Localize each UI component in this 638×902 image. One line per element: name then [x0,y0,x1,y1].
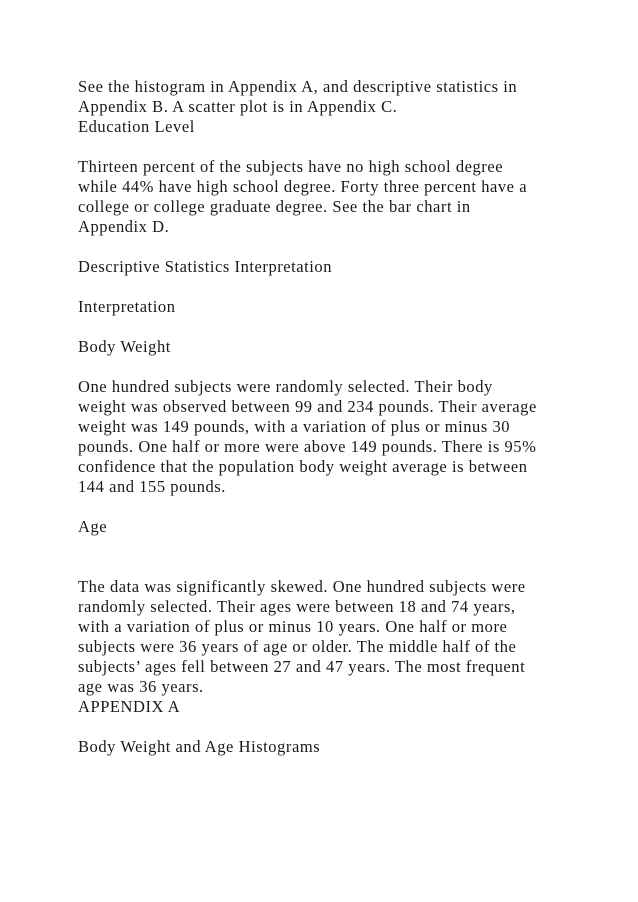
text-line: while 44% have high school degree. Forty three percent have a [78,177,528,196]
text-line: pounds. One half or more were above 149 pounds. There is 95% [78,437,537,456]
paragraph-spacer [78,137,578,157]
histograms-heading [78,737,578,757]
text-line: See the histogram in Appendix A, and descriptive statistics in [78,77,518,96]
text-line: Body Weight [78,337,171,356]
paragraph-spacer [78,317,578,337]
text-line: weight was 149 pounds, with a variation of plus or minus 30 [78,417,511,436]
interpretation-heading [78,297,578,317]
text-line: Body Weight and Age Histograms [78,737,321,756]
text-line: Age [78,517,108,536]
text-line: Descriptive Statistics Interpretation [78,257,333,276]
text-line: subjects were 36 years of age or older. The middle half of the [78,637,517,656]
education-level-heading: Education Level [78,117,195,136]
text-line: One hundred subjects were randomly selected. Their body [78,377,493,396]
paragraph-spacer [78,237,578,257]
intro-paragraph [78,77,578,137]
descriptive-statistics-heading [78,257,578,277]
paragraph-spacer [78,357,578,377]
text-line: Interpretation [78,297,176,316]
text-line: randomly selected. Their ages were between 18 and 74 years, [78,597,516,616]
body-weight-heading [78,337,578,357]
text-line: subjects’ ages fell between 27 and 47 years. The most frequent [78,657,526,676]
appendix-a-heading: APPENDIX A [78,697,181,716]
text-line: confidence that the population body weight average is between [78,457,528,476]
text-line: Thirteen percent of the subjects have no high school degree [78,157,504,176]
text-line: The data was significantly skewed. One hundred subjects were [78,577,526,596]
paragraph-spacer [78,277,578,297]
text-line: Appendix B. A scatter plot is in Appendix C. [78,97,398,116]
text-line: weight was observed between 99 and 234 pounds. Their average [78,397,537,416]
body-weight-paragraph [78,377,578,497]
age-heading [78,517,578,537]
text-line: Appendix D. [78,217,170,236]
paragraph-spacer [78,537,578,577]
age-paragraph [78,577,578,717]
text-line: with a variation of plus or minus 10 years. One half or more [78,617,508,636]
paragraph-spacer [78,717,578,737]
text-line: 144 and 155 pounds. [78,477,226,496]
education-paragraph [78,157,578,237]
paragraph-spacer [78,497,578,517]
text-line: age was 36 years. [78,677,204,696]
text-line: college or college graduate degree. See the bar chart in [78,197,471,216]
